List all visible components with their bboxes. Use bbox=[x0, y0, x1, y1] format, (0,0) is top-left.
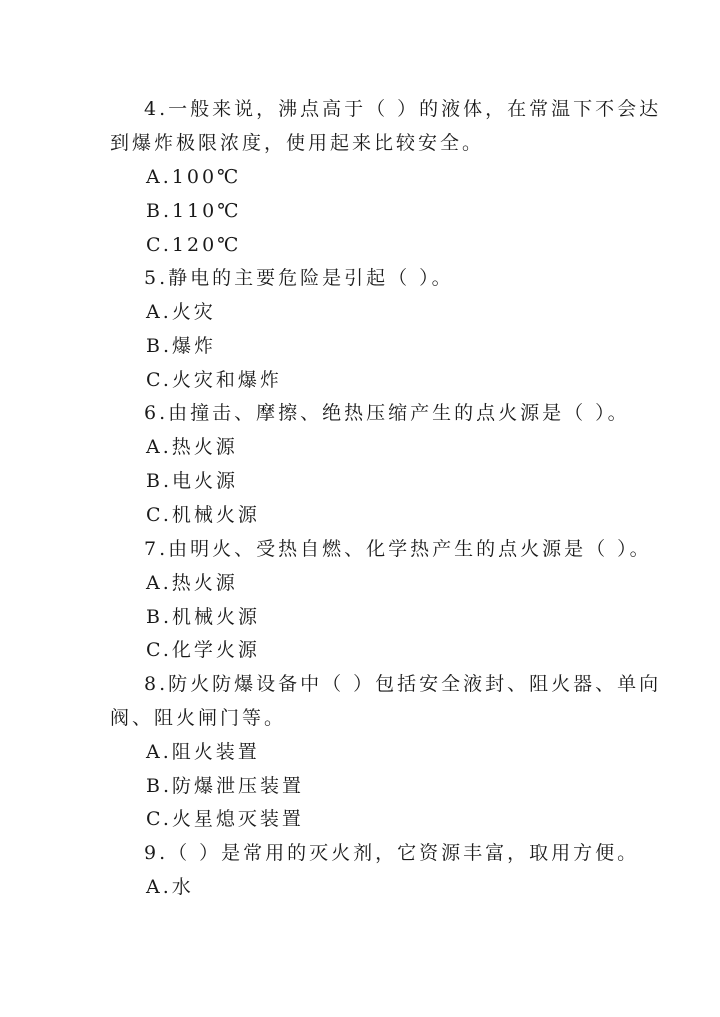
question-9-stem-line-1: 9.（ ）是常用的灭火剂，它资源丰富，取用方便。 bbox=[144, 842, 640, 864]
question-6-option-a: A.热火源 bbox=[146, 436, 238, 458]
question-6-option-b: B.电火源 bbox=[146, 470, 239, 492]
question-8-stem-line-1: 8.防火防爆设备中（ ）包括安全液封、阻火器、单向 bbox=[144, 673, 662, 695]
question-4-option-b: B.110℃ bbox=[146, 200, 242, 222]
question-5-stem-line-1: 5.静电的主要危险是引起（ ）。 bbox=[144, 267, 454, 289]
question-4-option-c: C.120℃ bbox=[146, 234, 242, 256]
question-4-stem-line-1: 4.一般来说，沸点高于（ ）的液体，在常温下不会达 bbox=[144, 98, 662, 120]
question-7-stem-line-1: 7.由明火、受热自燃、化学热产生的点火源是（ ）。 bbox=[144, 538, 652, 560]
question-7-option-a: A.热火源 bbox=[146, 572, 238, 594]
question-4-option-a: A.100℃ bbox=[146, 166, 242, 188]
question-7-option-b: B.机械火源 bbox=[146, 606, 261, 628]
question-5-option-a: A.火灾 bbox=[146, 301, 216, 323]
question-8-option-b: B.防爆泄压装置 bbox=[146, 775, 305, 797]
question-7-option-c: C.化学火源 bbox=[146, 639, 260, 661]
question-8-option-c: C.火星熄灭装置 bbox=[146, 808, 304, 830]
question-6-option-c: C.机械火源 bbox=[146, 504, 260, 526]
question-4-stem-line-2: 到爆炸极限浓度，使用起来比较安全。 bbox=[110, 132, 485, 154]
question-8-option-a: A.阻火装置 bbox=[146, 741, 260, 763]
question-5-option-c: C.火灾和爆炸 bbox=[146, 369, 282, 391]
question-5-option-b: B.爆炸 bbox=[146, 335, 217, 357]
question-8-stem-line-2: 阀、阻火闸门等。 bbox=[110, 707, 287, 729]
question-6-stem-line-1: 6.由撞击、摩擦、绝热压缩产生的点火源是（ ）。 bbox=[144, 402, 630, 424]
question-9-option-a: A.水 bbox=[146, 876, 194, 898]
